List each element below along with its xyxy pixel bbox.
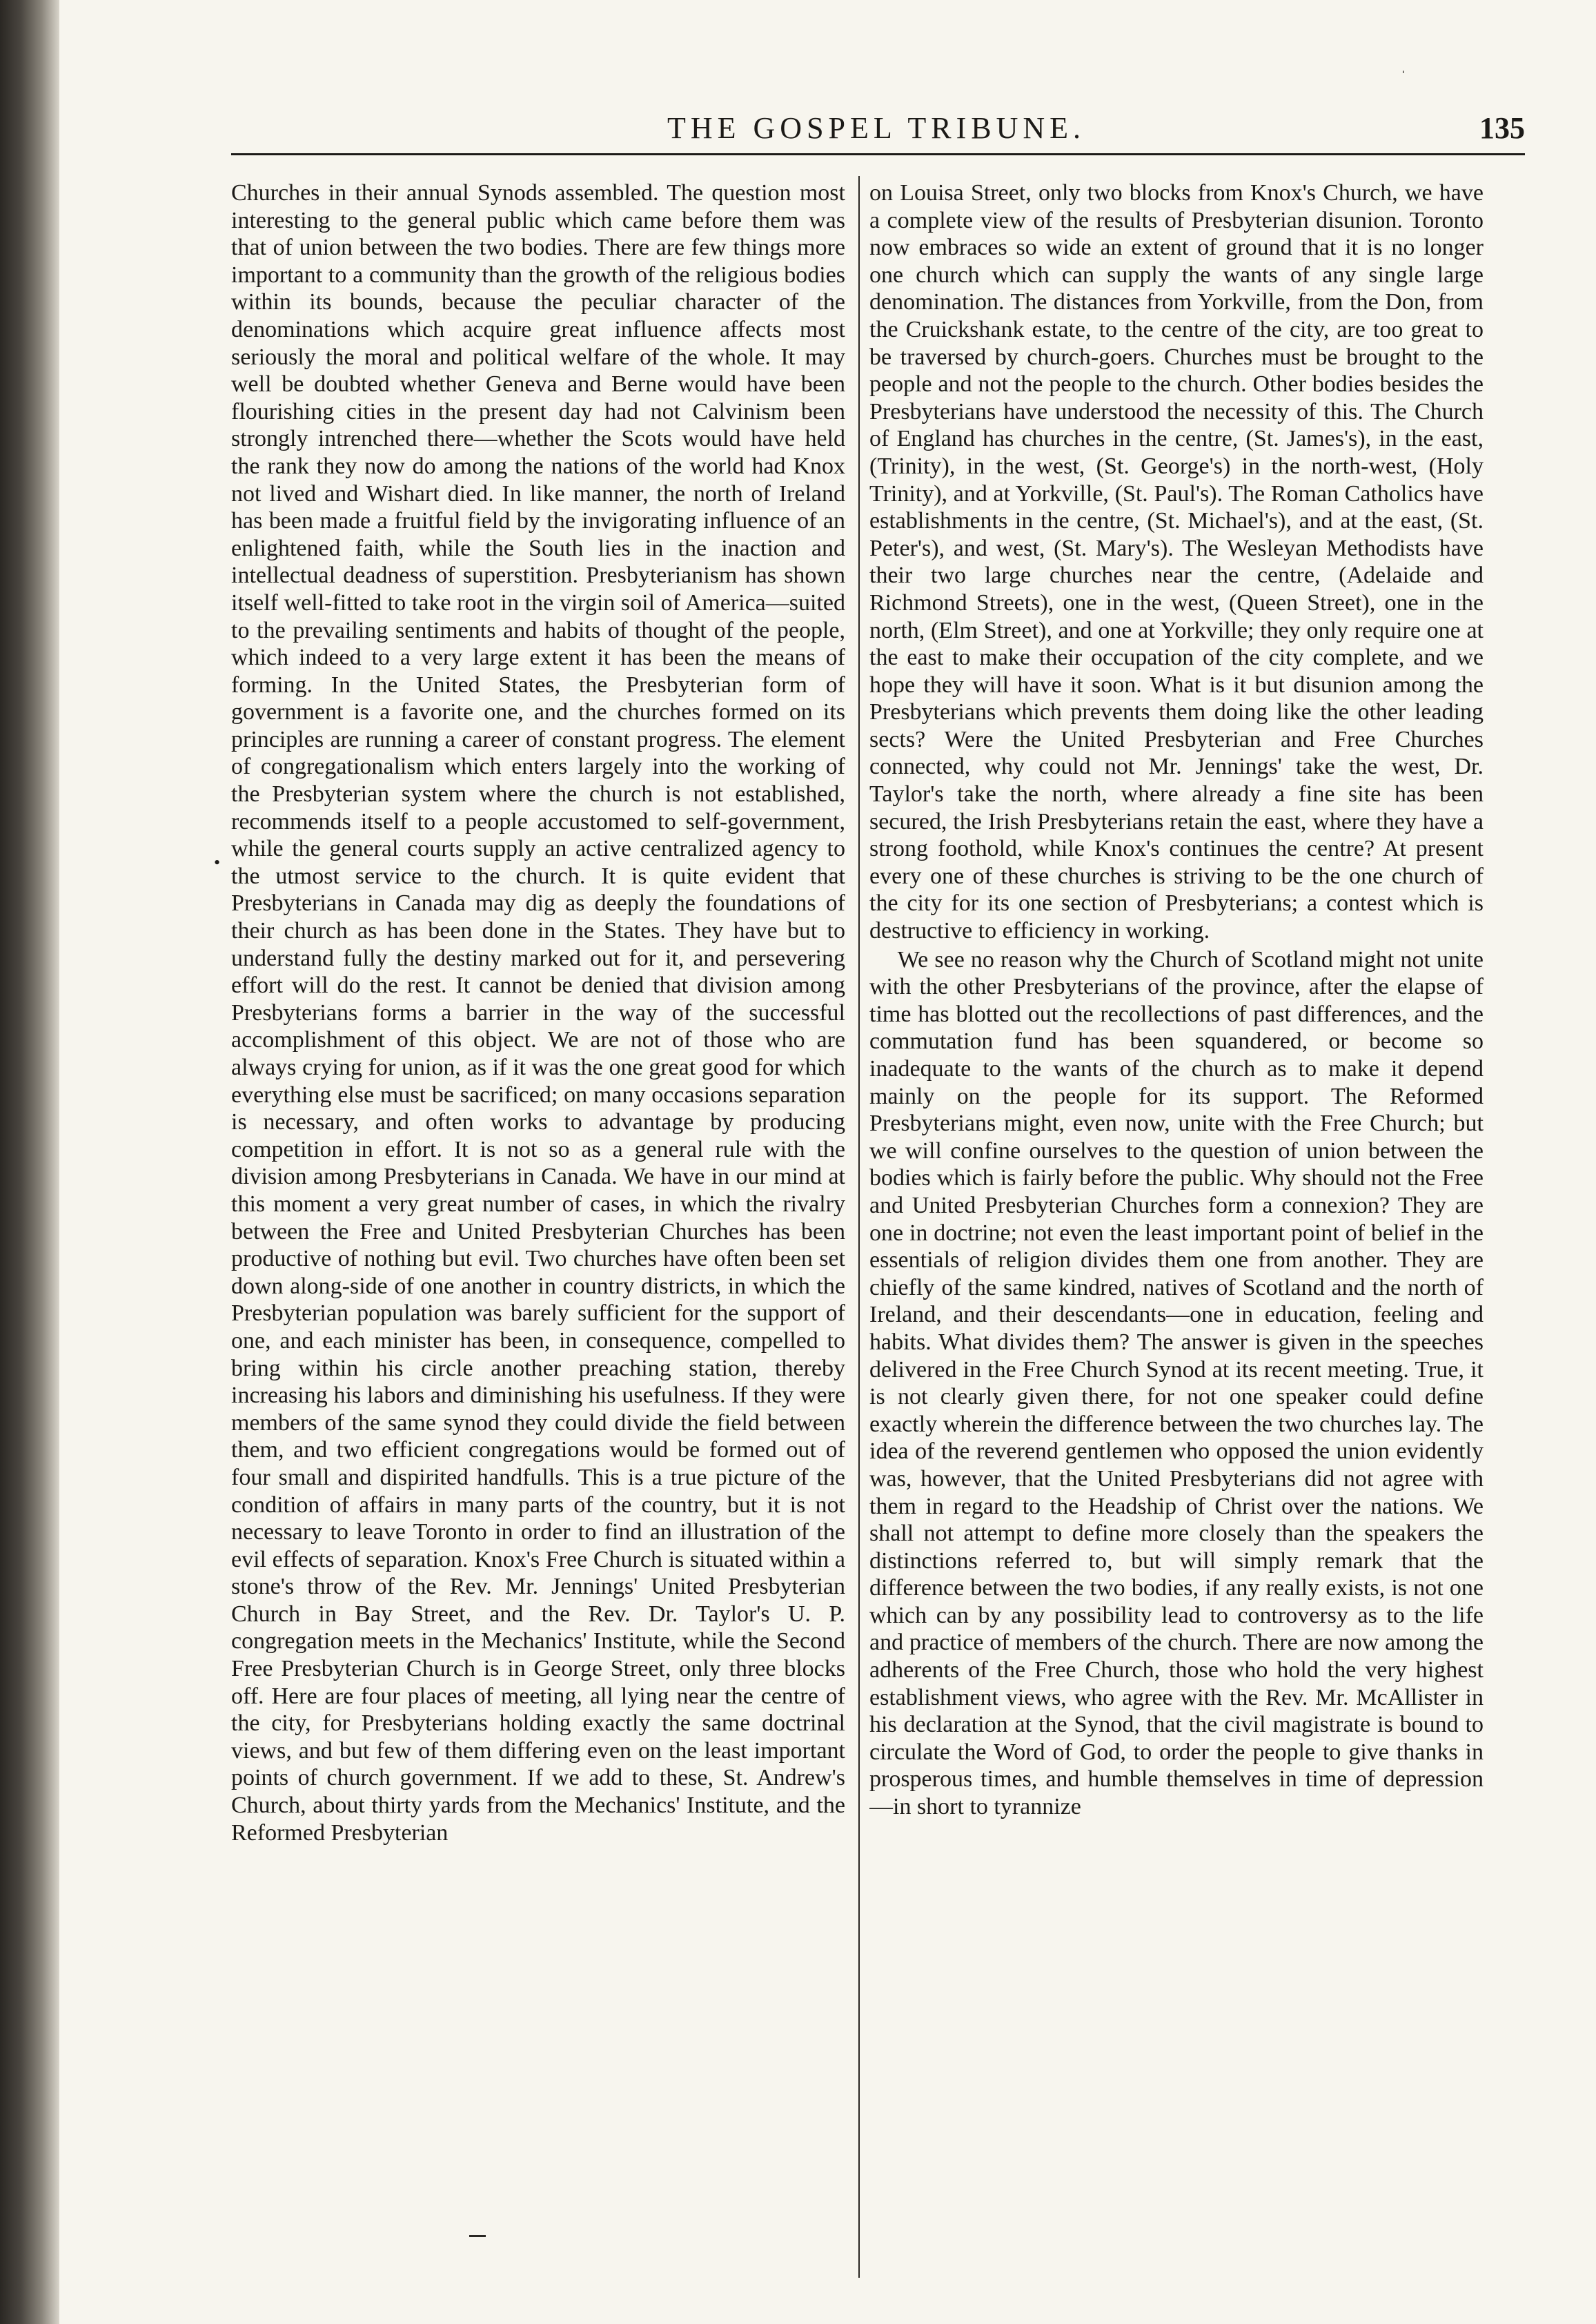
right-column [869,179,1484,2278]
paragraph: We see no reason why the Church of Scotland might not unite with the other Presbyterians of the province, after the elapse of time has blotted out the recollections of past differences, and the commutation fund has been squandered, or become so inadequate to the wants of the church as to make it depend mainly on the people for its support. The Reformed Presbyterians might, even now, unite with the Free Church; but we will confine ourselves to the question of union between the bodies which is fairly before the public. Why should not the Free and United Presbyterian Churches form a connexion? They are one in doctrine; not even the least important point of belief in the essentials of religion divides them one from another. They are chiefly of the same kindred, natives of Scotland and the north of Ireland, and their descendants—one in education, feeling and habits. What divides them? The answer is given in the speeches delivered in the Free Church Synod at its recent meeting. True, it is not clearly given there, for not one speaker could define exactly wherein the difference between the two churches lay. The idea of the reverend gentlemen who opposed the union evidently was, however, that the United Presbyterians did not agree with them in regard to the Headship of Christ over the nations. We shall not attempt to define more closely than the speakers the distinctions referred to, but will simply remark that the difference between the two bodies, if any really exists, is not one which can by any possibility lead to controversy as to the life and practice of members of the church. There are now among the adherents of the Free Church, those who hold the very highest establishment views, who agree with the Rev. Mr. McAllister in his declaration at the Synod, that the civil magistrate is bound to circulate the Word of God, to order the people to give thanks in prosperous times, and humble themselves in time of depression—in short to tyrannize [869,946,1484,1820]
paragraph: on Louisa Street, only two blocks from Knox's Church, we have a complete view of the results of Presbyterian disunion. Toronto now embraces so wide an extent of ground that it is no longer one church which can supply the wants of any single large denomination. The distances from Yorkville, from the Don, from the Cruickshank estate, to the centre of the city, are too great to be traversed by church-goers. Churches must be brought to the people and not the people to the church. Other bodies besides the Presbyterians have understood the necessity of this. The Church of England has churches in the centre, (St. James's), in the east, (Trinity), in the west, (St. George's) in the north-west, (Holy Trinity), and at Yorkville, (St. Paul's). The Roman Catholics have establishments in the centre, (St. Michael's), and at the east, (St. Peter's), and west, (St. Mary's). The Wesleyan Methodists have their two large churches near the centre, (Adelaide and Richmond Streets), one in the west, (Queen Street), one in the north, (Elm Street), and one at Yorkville; they only require one at the east to make their occupation of the city complete, and we hope they will have it soon. What is it but disunion among the Presbyterians which prevents them doing like the other leading sects? Were the United Presbyterian and Free Churches connected, why could not Mr. Jennings' take the west, Dr. Taylor's take the north, where already a fine site has been secured, the Irish Presbyterians retain the east, where they have a strong foothold, while Knox's continues the centre? At present every one of these churches is striving to be the one church of the city for its one section of Presbyterians; a contest which is destructive to efficiency in working. [869,180,1484,944]
left-column [231,179,845,2278]
paragraph: Churches in their annual Synods assembled. The question most interesting to the general public which came before them was that of union between the two bodies. There are few things more important to a community than the growth of the religious bodies within its bounds, because the peculiar character of the denominations which acquire great influence affects most seriously the moral and political welfare of the whole. It may well be doubted whether Geneva and Berne would have been flourishing cities in the present day had not Calvinism been strongly intrenched there—whether the Scots would have held the rank they now do among the nations of the world had Knox not lived and Wishart died. In like manner, the north of Ireland has been made a fruitful field by the invigorating influence of an enlightened faith, while the South lies in the inaction and intellectual deadness of superstition. Presbyterianism has shown itself well-fitted to take root in the virgin soil of America—suited to the prevailing sentiments and habits of thought of the people, which indeed to a very large extent it has been the means of forming. In the United States, the Presbyterian form of government is a favorite one, and the churches formed on its principles are running a career of constant progress. The element of congregationalism which enters largely into the working of the Presbyterian system where the church is not established, recommends itself to a people accustomed to self-government, while the general courts supply an active centralized agency to the utmost service to the church. It is quite evident that Presbyterians in Canada may dig as deeply the foundations of their church as has been done in the States. They have but to understand fully the destiny marked out for it, and persevering effort will do the rest. It cannot be denied that division among Presbyterians forms a barrier in the way of the successful accomplishment of this object. We are not of those who are always crying for union, as if it was the one great good for which everything else must be sacrificed; on many occasions separation is necessary, and often works to advantage by producing competition in effort. It is not so as a general rule with the division among Presbyterians in Canada. We have in our mind at this moment a very great number of cases, in which the rivalry between the Free and United Presbyterian Churches has been productive of nothing but evil. Two churches have often been set down along-side of one another in country districts, in which the Presbyterian population was barely sufficient for the support of one, and each minister has been, in consequence, compelled to bring within his circle another preaching station, thereby increasing his labors and diminishing his usefulness. If they were members of the same synod they could divide the field between them, and two efficient congregations would be formed out of four small and dispirited handfulls. This is a true picture of the condition of affairs in many parts of the country, but it is not necessary to leave Toronto in order to find an illustration of the evil effects of separation. Knox's Free Church is situated within a stone's throw of the Rev. Mr. Jennings' United Presbyterian Church in Bay Street, and the Rev. Dr. Taylor's U. P. congregation meets in the Mechanics' Institute, while the Second Free Presbyterian Church is in George Street, only three blocks off. Here are four places of meeting, all lying near the centre of the city, for Presbyterians holding exactly the same doctrinal views, and but few of them differing even on the least important points of church government. If we add to these, St. Andrew's Church, about thirty yards from the Mechanics' Institute, and the Reformed Presbyterian [231,180,845,1846]
running-title: THE GOSPEL TRIBUNE. [667,111,1085,145]
margin-mark: • [214,852,221,872]
column-divider [858,176,860,2278]
footer-dash [469,2235,486,2237]
page-number: 135 [1479,111,1525,145]
book-binding-edge [0,0,59,2324]
page-header [231,104,1525,155]
stray-mark: ˈ [1401,68,1406,85]
